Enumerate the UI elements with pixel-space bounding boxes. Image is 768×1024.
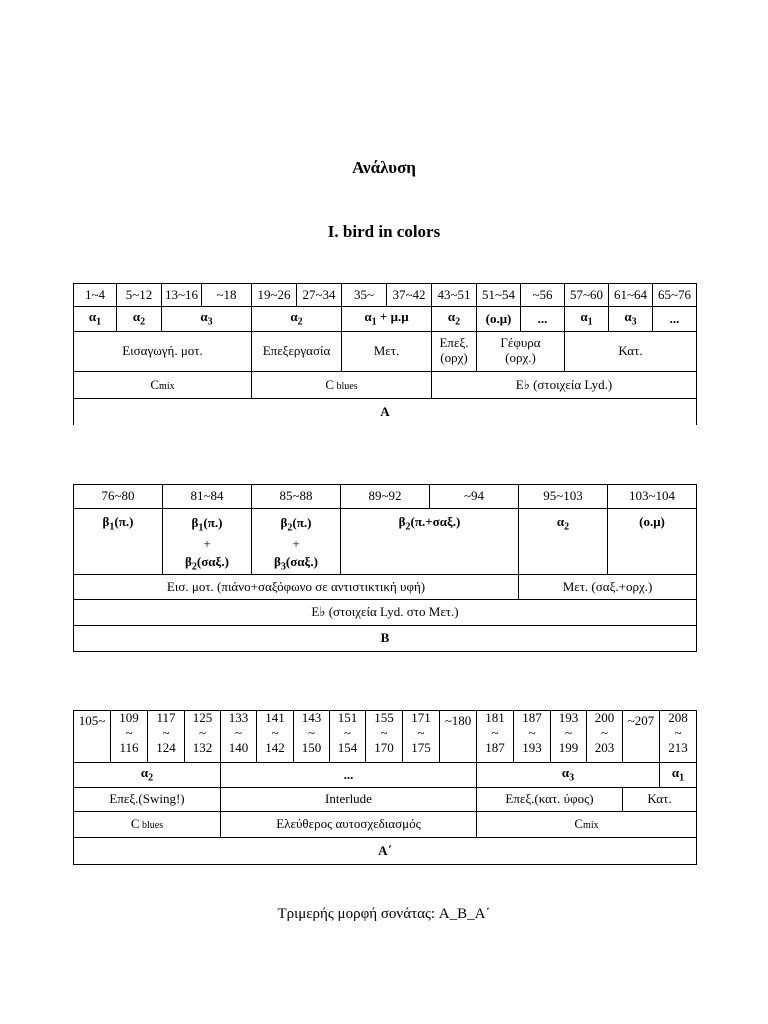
measures-row	[74, 485, 697, 509]
key-cell: Cmix	[477, 812, 697, 838]
measure-cell: 13~16	[162, 284, 202, 307]
key-cell: Ελεύθερος αυτοσχεδιασμός	[221, 812, 477, 838]
function-cell: Interlude	[221, 788, 477, 812]
functions-row	[74, 574, 697, 599]
measure-cell: ~94	[430, 485, 519, 509]
functions-row	[74, 788, 697, 812]
function-cell: Μετ. (σαξ.+ορχ.)	[519, 574, 697, 599]
function-cell: Εισαγωγή. μοτ.	[74, 332, 252, 372]
motif-cell: $\beta_1(\pi.)$	[74, 509, 163, 575]
measure-cell: 193 ~ 199	[551, 711, 587, 763]
measure-cell: 61~64	[609, 284, 653, 307]
function-cell: Γέφυρα (ορχ.)	[477, 332, 565, 372]
measure-cell: 35~	[342, 284, 387, 307]
motif-cell: ...	[521, 307, 565, 332]
keys-row	[74, 599, 697, 625]
measures-row	[74, 711, 697, 763]
measure-cell: 51~54	[477, 284, 521, 307]
key-cell: C blues	[74, 812, 221, 838]
motif-cell: $\alpha_3$	[609, 307, 653, 332]
function-cell: Επεξ.(κατ. ύφος)	[477, 788, 623, 812]
key-cell: C blues	[252, 372, 432, 399]
function-cell: Εισ. μοτ. (πιάνο+σαξόφωνο σε αντιστικτική υφή)	[74, 574, 519, 599]
key-cell: E♭ (στοιχεία Lyd. στο Μετ.)	[74, 599, 697, 625]
measure-cell: 208 ~ 213	[660, 711, 697, 763]
function-cell: Επεξ.(Swing!)	[74, 788, 221, 812]
measure-cell: 85~88	[252, 485, 341, 509]
measure-cell: 171 ~ 175	[403, 711, 440, 763]
measures-row	[74, 284, 697, 307]
measure-cell: 109 ~ 116	[111, 711, 148, 763]
functions-row	[74, 332, 697, 372]
key-cell: E♭ (στοιχεία Lyd.)	[432, 372, 697, 399]
motif-cell: $\alpha_1$	[565, 307, 609, 332]
measure-cell: 27~34	[297, 284, 342, 307]
measure-cell: 76~80	[74, 485, 163, 509]
analysis-table-a	[73, 283, 697, 425]
measure-cell: 155 ~ 170	[366, 711, 403, 763]
piece-subtitle: I. bird in colors	[327, 222, 441, 241]
measure-cell: 117 ~ 124	[148, 711, 185, 763]
motif-cell: $\beta_2(\pi.+\sigma\alpha\xi.)$	[341, 509, 519, 575]
section-row	[74, 399, 697, 425]
motifs-row	[74, 763, 697, 788]
measure-cell: 1~4	[74, 284, 117, 307]
function-cell: Κατ.	[565, 332, 697, 372]
measure-cell: 143 ~ 150	[294, 711, 330, 763]
measure-cell: 95~103	[519, 485, 608, 509]
measure-cell: 125 ~ 132	[185, 711, 221, 763]
motif-cell: $\alpha_3$	[477, 763, 660, 788]
motif-cell: $\alpha_2$	[74, 763, 221, 788]
analysis-table-b	[73, 484, 697, 652]
measure-cell: 43~51	[432, 284, 477, 307]
motif-cell: $\alpha_1 + \mu.\mu$	[342, 307, 432, 332]
key-cell: Cmix	[74, 372, 252, 399]
motif-cell: (ο.μ)	[477, 307, 521, 332]
measure-cell: 105~	[74, 711, 111, 763]
motif-cell: $\alpha_2$	[117, 307, 162, 332]
motif-cell: $\alpha_2$	[252, 307, 342, 332]
section-label: B	[74, 625, 697, 651]
analysis-table-c	[73, 710, 697, 865]
page-title: Ανάλυση	[352, 158, 416, 177]
measure-cell: 65~76	[653, 284, 697, 307]
function-cell: Κατ.	[623, 788, 697, 812]
measure-cell: 133 ~ 140	[221, 711, 257, 763]
measure-cell: 181 ~ 187	[477, 711, 514, 763]
motif-cell: $\alpha_2$	[519, 509, 608, 575]
form-summary: Τριμερής μορφή σονάτας: A_B_A΄	[277, 906, 491, 922]
motif-cell: $\beta_2(\pi.)$ + $\beta_3(\sigma\alpha\xi.)$	[252, 509, 341, 575]
motif-cell: $\alpha_2$	[432, 307, 477, 332]
section-label: A΄	[74, 838, 697, 865]
section-label: A	[74, 399, 697, 425]
measure-cell: 81~84	[163, 485, 252, 509]
measure-cell: 57~60	[565, 284, 609, 307]
function-cell: Επεξεργασία	[252, 332, 342, 372]
measure-cell: ~56	[521, 284, 565, 307]
measure-cell: 187 ~ 193	[514, 711, 551, 763]
measure-cell: ~207	[623, 711, 660, 763]
motif-cell: $\alpha_1$	[74, 307, 117, 332]
measure-cell: 19~26	[252, 284, 297, 307]
measure-cell: ~18	[202, 284, 252, 307]
measure-cell: 151 ~ 154	[330, 711, 366, 763]
measure-cell: 37~42	[387, 284, 432, 307]
measure-cell: 89~92	[341, 485, 430, 509]
function-cell: Μετ.	[342, 332, 432, 372]
motif-cell: $\beta_1(\pi.)$ + $\beta_2(\sigma\alpha\xi.)$	[163, 509, 252, 575]
measure-cell: 103~104	[608, 485, 697, 509]
motif-cell: ...	[221, 763, 477, 788]
section-row	[74, 625, 697, 651]
keys-row	[74, 372, 697, 399]
motifs-row	[74, 307, 697, 332]
measure-cell: 200 ~ 203	[587, 711, 623, 763]
motif-cell: (ο.μ)	[608, 509, 697, 575]
keys-row	[74, 812, 697, 838]
function-cell: Επεξ. (ορχ)	[432, 332, 477, 372]
motif-cell: ...	[653, 307, 697, 332]
section-row	[74, 838, 697, 865]
motifs-row	[74, 509, 697, 575]
measure-cell: 141 ~ 142	[257, 711, 294, 763]
measure-cell: ~180	[440, 711, 477, 763]
motif-cell: $\alpha_1$	[660, 763, 697, 788]
measure-cell: 5~12	[117, 284, 162, 307]
motif-cell: $\alpha_3$	[162, 307, 252, 332]
